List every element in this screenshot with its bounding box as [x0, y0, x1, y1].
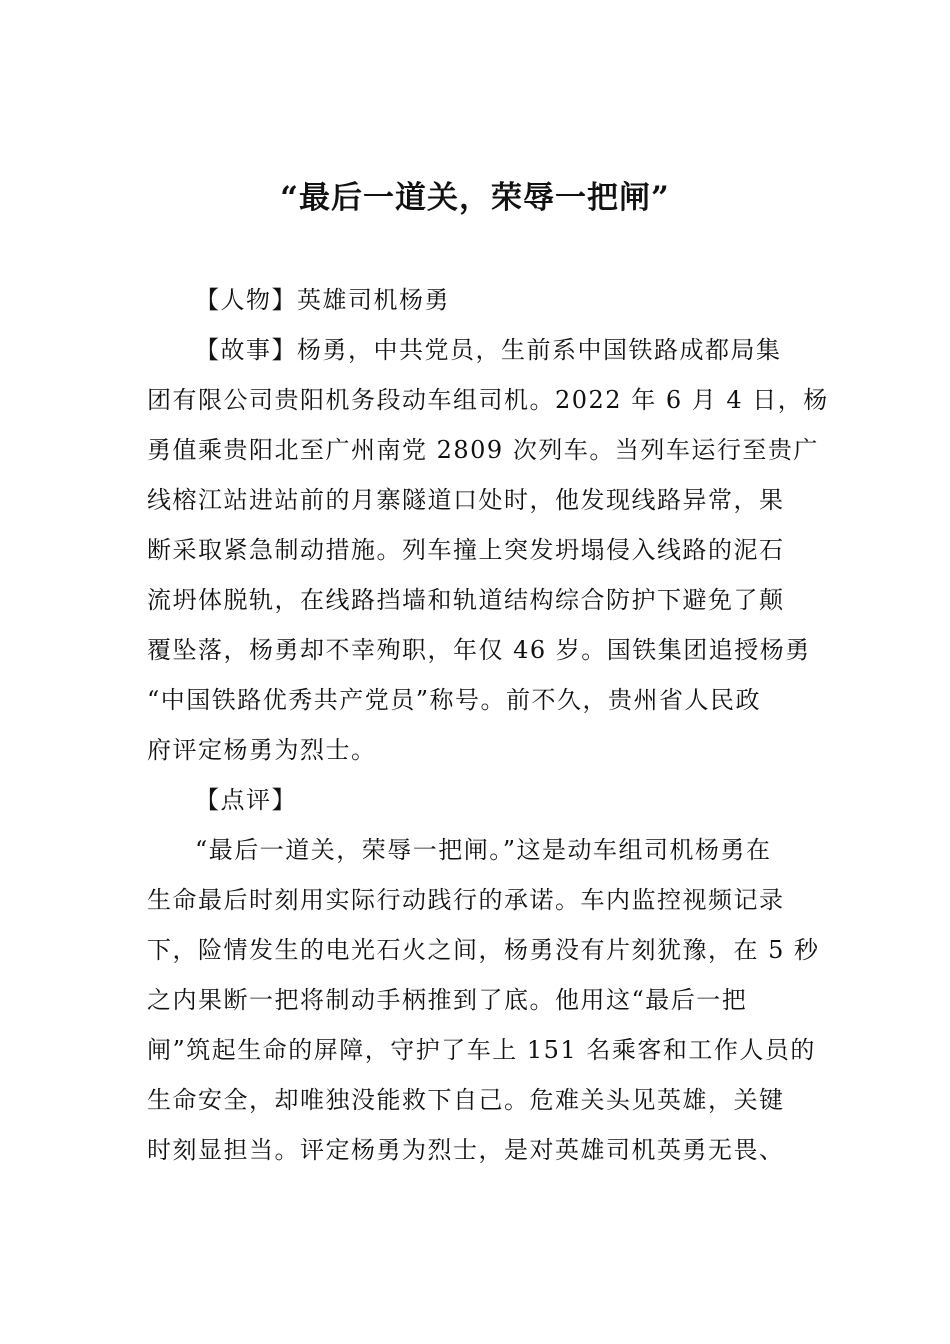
paragraph-line: 【故事】杨勇，中共党员，生前系中国铁路成都局集	[195, 336, 782, 364]
paragraph-line: 团有限公司贵阳机务段动车组司机。2022 年 6 月 4 日，杨	[147, 386, 829, 414]
paragraph-line: 之内果断一把将制动手柄推到了底。他用这“最后一把	[147, 986, 748, 1014]
paragraph-line: 覆坠落，杨勇却不幸殉职，年仅 46 岁。国铁集团追授杨勇	[147, 636, 811, 664]
paragraph-line: “最后一道关，荣辱一把闸。”这是动车组司机杨勇在	[195, 836, 772, 864]
paragraph-line: “中国铁路优秀共产党员”称号。前不久，贵州省人民政	[147, 686, 762, 714]
section-label-person: 【人物】英雄司机杨勇	[195, 286, 450, 314]
paragraph-line: 断采取紧急制动措施。列车撞上突发坍塌侵入线路的泥石	[147, 536, 785, 564]
paragraph-line: 生命最后时刻用实际行动践行的承诺。车内监控视频记录	[147, 886, 785, 914]
paragraph-line: 时刻显担当。评定杨勇为烈士，是对英雄司机英勇无畏、	[147, 1136, 785, 1164]
paragraph-line: 勇值乘贵阳北至广州南党 2809 次列车。当列车运行至贵广	[147, 436, 819, 464]
paragraph-line: 流坍体脱轨，在线路挡墙和轨道结构综合防护下避免了颠	[147, 586, 785, 614]
document-title: “最后一道关，荣辱一把闸”	[280, 180, 670, 216]
paragraph-line: 闸”筑起生命的屏障，守护了车上 151 名乘客和工作人员的	[147, 1036, 816, 1064]
paragraph-line: 线榕江站进站前的月寨隧道口处时，他发现线路异常，果	[147, 486, 785, 514]
paragraph-line: 府评定杨勇为烈士。	[147, 736, 377, 764]
paragraph-line: 下，险情发生的电光石火之间，杨勇没有片刻犹豫，在 5 秒	[147, 936, 820, 964]
paragraph-line: 生命安全，却唯独没能救下自己。危难关头见英雄，关键	[147, 1086, 785, 1114]
section-label-comment: 【点评】	[195, 786, 297, 814]
